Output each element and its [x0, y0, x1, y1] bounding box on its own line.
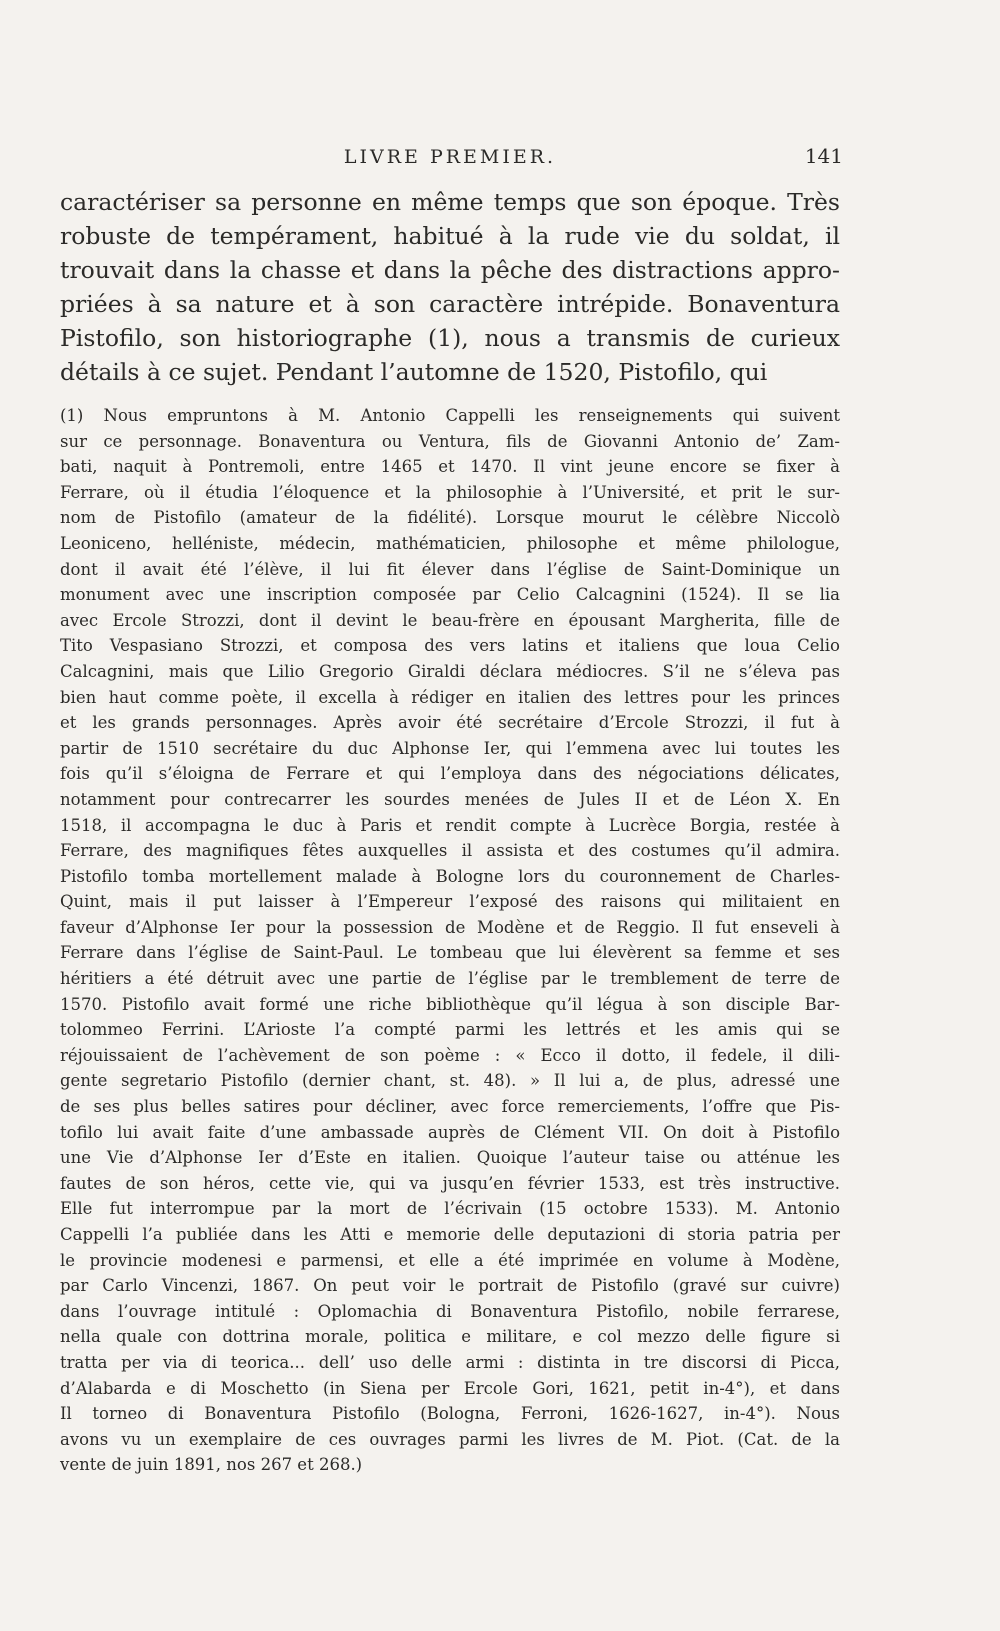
- footnote-line: Calcagnini, mais que Lilio Gregorio Giraldi déclara médiocres. S’il ne s’éleva pas: [60, 661, 840, 681]
- footnote-line: partir de 1510 secrétaire du duc Alphonse Ier, qui l’emmena avec lui toutes les: [60, 738, 840, 758]
- footnote-line: Leoniceno, helléniste, médecin, mathématicien, philosophe et même philologue,: [60, 533, 840, 553]
- body-line: priées à sa nature et à son caractère intrépide. Bonaventura: [60, 290, 840, 318]
- footnote-line: Elle fut interrompue par la mort de l’écrivain (15 octobre 1533). M. Antonio: [60, 1199, 840, 1219]
- footnote-line: bati, naquit à Pontremoli, entre 1465 et 1470. Il vint jeune encore se fixer à: [60, 457, 840, 477]
- footnote-line: une Vie d’Alphonse Ier d’Este en italien. Quoique l’auteur taise ou atténue les: [60, 1148, 840, 1168]
- footnote-line: Cappelli l’a publiée dans les Atti e memorie delle deputazioni di storia patria per: [60, 1225, 840, 1244]
- footnote-line: fois qu’il s’éloigna de Ferrare et qui l’employa dans des négociations délicates,: [60, 764, 840, 784]
- footnote-line: de ses plus belles satires pour décliner, avec force remerciements, l’offre que Pis-: [60, 1097, 840, 1117]
- body-line: Pistofilo, son historiographe (1), nous a transmis de curieux: [60, 324, 840, 352]
- footnote-line: monument avec une inscription composée par Celio Calcagnini (1524). Il se lia: [60, 585, 840, 605]
- footnote-line: tofilo lui avait faite d’une ambassade auprès de Clément VII. On doit à Pistofilo: [60, 1122, 840, 1142]
- footnote-line: Pistofilo tomba mortellement malade à Bologne lors du couronnement de Charles-: [60, 866, 840, 886]
- footnote-line: tratta per via di teorica... dell’ uso delle armi : distinta in tre discorsi di Picca,: [60, 1352, 840, 1372]
- page-number: 141: [804, 144, 843, 168]
- running-title: LIVRE PREMIER.: [343, 146, 557, 168]
- footnote-line: et les grands personnages. Après avoir été secrétaire d’Ercole Strozzi, il fut à: [60, 713, 840, 733]
- body-line: trouvait dans la chasse et dans la pêche des distractions appro-: [60, 256, 840, 284]
- footnote-line: gente segretario Pistofilo (dernier chant, st. 48). » Il lui a, de plus, adressé une: [60, 1071, 840, 1091]
- main-text: [60, 185, 840, 389]
- footnote-line: Quint, mais il put laisser à l’Empereur l’exposé des raisons qui militaient en: [60, 892, 840, 912]
- footnote-line: avec Ercole Strozzi, dont il devint le beau-frère en épousant Margherita, fille de: [60, 610, 840, 630]
- footnote-line: Ferrare, des magnifiques fêtes auxquelles il assista et des costumes qu’il admira.: [60, 841, 840, 861]
- footnote-line: réjouissaient de l’achèvement de son poème : « Ecco il dotto, il fedele, il dili-: [60, 1045, 840, 1065]
- footnote-line: le provincie modenesi e parmensi, et elle a été imprimée en volume à Modène,: [60, 1250, 840, 1270]
- footnote-line: 1518, il accompagna le duc à Paris et rendit compte à Lucrèce Borgia, restée à: [60, 815, 840, 835]
- body-line: robuste de tempérament, habitué à la rude vie du soldat, il: [60, 222, 840, 250]
- body-line: détails à ce sujet. Pendant l’automne de 1520, Pistofilo, qui: [60, 358, 768, 386]
- footnote-line: sur ce personnage. Bonaventura ou Ventura, fils de Giovanni Antonio de’ Zam-: [60, 431, 840, 451]
- footnote-line: dont il avait été l’élève, il lui fit élever dans l’église de Saint-Dominique un: [60, 559, 840, 579]
- book-page: [60, 140, 843, 1478]
- footnote-line: bien haut comme poète, il excella à rédiger en italien des lettres pour les princes: [60, 687, 840, 707]
- footnote: [60, 403, 840, 1478]
- footnote-line: tolommeo Ferrini. L’Arioste l’a compté parmi les lettrés et les amis qui se: [60, 1020, 840, 1040]
- footnote-line: Tito Vespasiano Strozzi, et composa des vers latins et italiens que loua Celio: [60, 636, 840, 656]
- footnote-line: nella quale con dottrina morale, politica e militare, e col mezzo delle figure si: [60, 1327, 840, 1347]
- footnote-line: Ferrare, où il étudia l’éloquence et la philosophie à l’Université, et prit le sur-: [60, 482, 840, 502]
- footnote-line: faveur d’Alphonse Ier pour la possession de Modène et de Reggio. Il fut enseveli à: [60, 917, 840, 937]
- footnote-line: Il torneo di Bonaventura Pistofilo (Bologna, Ferroni, 1626-1627, in-4°). Nous: [60, 1404, 840, 1424]
- footnote-line: héritiers a été détruit avec une partie de l’église par le tremblement de terre de: [60, 969, 840, 989]
- footnote-line: dans l’ouvrage intitulé : Oplomachia di Bonaventura Pistofilo, nobile ferrarese,: [60, 1301, 840, 1321]
- footnote-line: notamment pour contrecarrer les sourdes menées de Jules II et de Léon X. En: [60, 789, 840, 809]
- footnote-line: par Carlo Vincenzi, 1867. On peut voir le portrait de Pistofilo (gravé sur cuivre): [60, 1276, 840, 1296]
- footnote-line: (1) Nous empruntons à M. Antonio Cappelli les renseignements qui suivent: [60, 406, 840, 425]
- footnote-line: d’Alabarda e di Moschetto (in Siena per Ercole Gori, 1621, petit in-4°), et dans: [60, 1378, 840, 1398]
- footnote-line: Ferrare dans l’église de Saint-Paul. Le tombeau que lui élevèrent sa femme et ses: [60, 943, 840, 963]
- footnote-line: avons vu un exemplaire de ces ouvrages parmi les livres de M. Piot. (Cat. de la: [60, 1429, 840, 1449]
- footnote-line: vente de juin 1891, nos 267 et 268.): [60, 1455, 363, 1475]
- footnote-line: 1570. Pistofilo avait formé une riche bibliothèque qu’il légua à son disciple Bar-: [60, 994, 840, 1014]
- body-line: caractériser sa personne en même temps que son époque. Très: [60, 188, 840, 216]
- running-head: [60, 140, 843, 180]
- footnote-line: fautes de son héros, cette vie, qui va jusqu’en février 1533, est très instructive.: [60, 1173, 840, 1193]
- footnote-line: nom de Pistofilo (amateur de la fidélité). Lorsque mourut le célèbre Niccolò: [60, 508, 840, 528]
